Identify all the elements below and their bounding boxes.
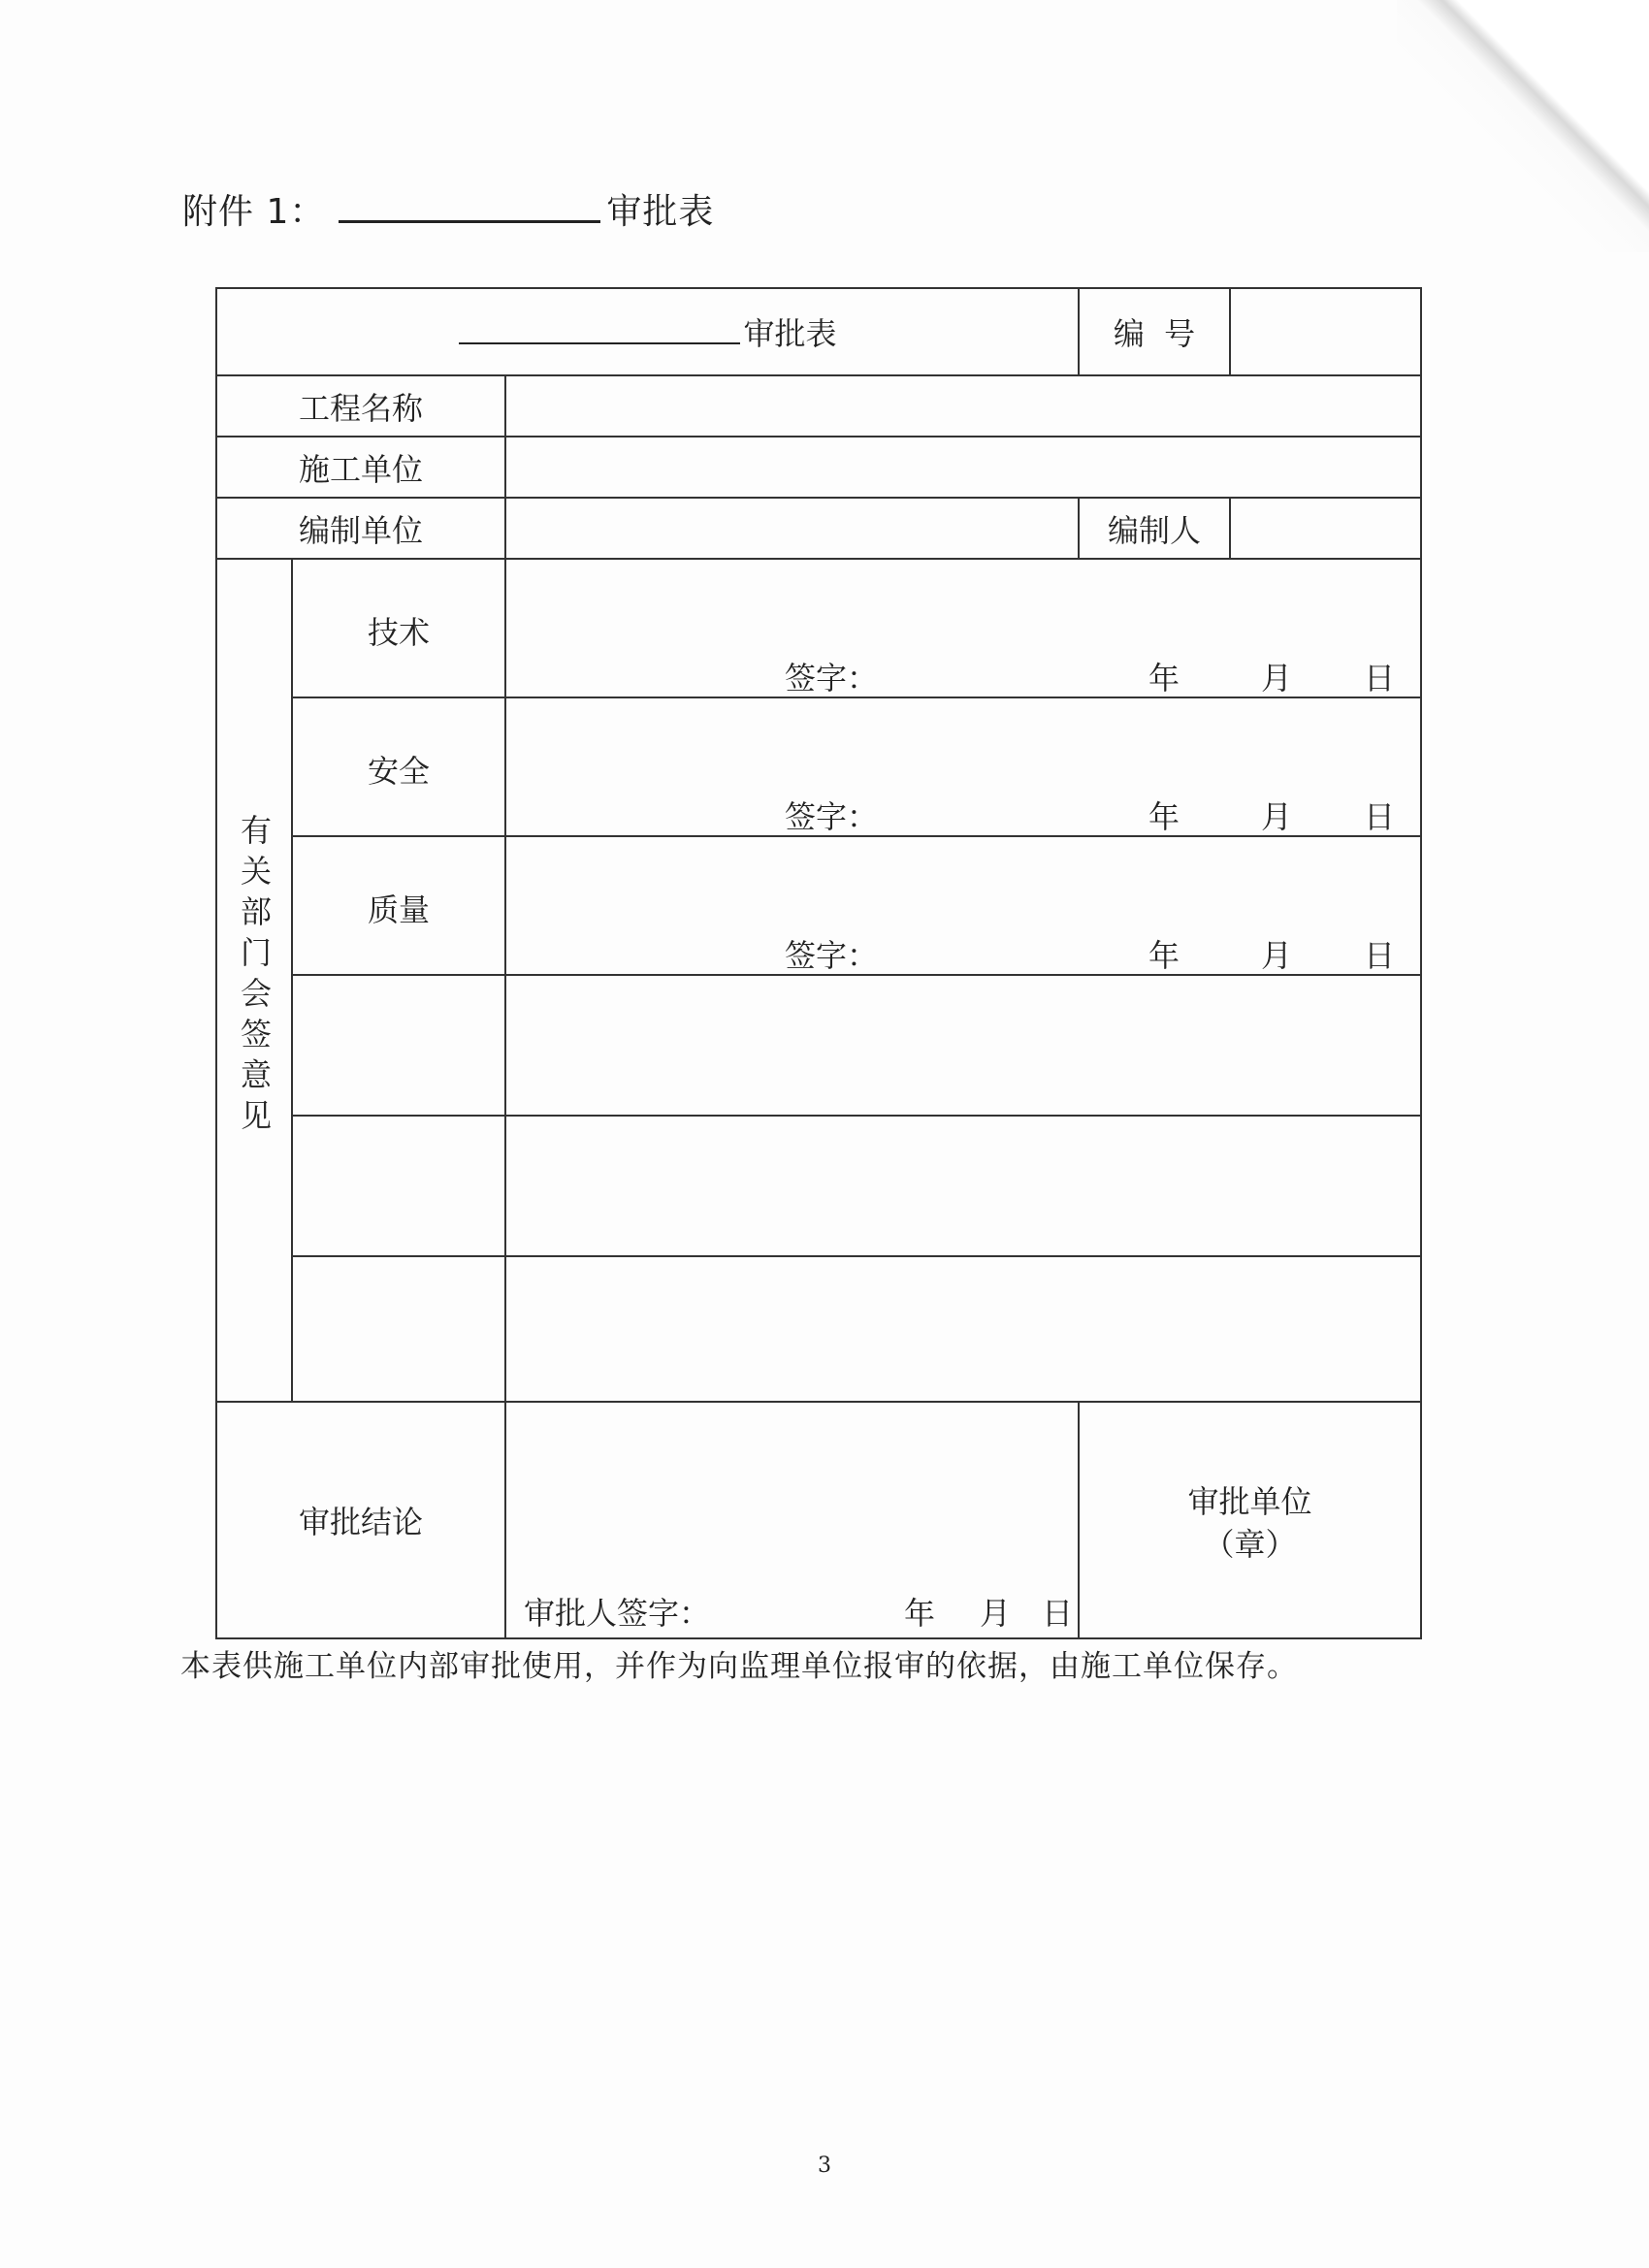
attachment-blank-line — [339, 191, 600, 223]
dept-opinion-blank[interactable] — [505, 1116, 1421, 1256]
dept-opinion-tech[interactable] — [505, 559, 1421, 697]
preparer-label: 编制人 — [1079, 498, 1230, 559]
dept-row-blank — [216, 975, 1421, 1116]
prepared-unit-row — [216, 498, 1421, 559]
dept-name-quality: 质量 — [292, 836, 505, 975]
day-label: 日 — [1042, 1595, 1074, 1632]
day-label: 日 — [1364, 937, 1396, 974]
construction-unit-field[interactable] — [505, 437, 1421, 498]
attachment-title — [182, 184, 714, 234]
month-label: 月 — [1261, 660, 1293, 697]
dept-row-quality — [216, 836, 1421, 975]
dept-group-label: 有关部门会签意见 — [236, 813, 273, 1140]
dept-opinion-safety[interactable] — [505, 697, 1421, 836]
dept-row-tech — [216, 559, 1421, 697]
year-label: 年 — [1148, 660, 1180, 697]
form-title-blank-line — [459, 317, 740, 344]
construction-unit-label: 施工单位 — [216, 437, 505, 498]
prepared-unit-label: 编制单位 — [216, 498, 505, 559]
project-name-field[interactable] — [505, 375, 1421, 437]
construction-unit-row — [216, 437, 1421, 498]
page-corner-shadow — [1397, 0, 1649, 252]
approval-form-table — [215, 287, 1422, 1639]
sign-line — [506, 931, 1420, 974]
dept-name-blank[interactable] — [292, 1116, 505, 1256]
conclusion-row — [216, 1402, 1421, 1638]
month-label: 月 — [980, 1595, 1012, 1632]
sign-line — [506, 793, 1420, 835]
year-label: 年 — [1148, 937, 1180, 974]
approval-unit-label: 审批单位 — [1187, 1483, 1312, 1520]
approval-unit-block — [1080, 1480, 1420, 1566]
dept-opinion-quality[interactable] — [505, 836, 1421, 975]
day-label: 日 — [1364, 798, 1396, 835]
form-title: 审批表 — [743, 315, 837, 352]
day-label: 日 — [1364, 660, 1396, 697]
dept-name-blank[interactable] — [292, 975, 505, 1116]
dept-name-blank[interactable] — [292, 1256, 505, 1402]
attachment-suffix: 审批表 — [606, 192, 715, 232]
serial-label: 编 号 — [1079, 288, 1230, 375]
preparer-field[interactable] — [1230, 498, 1421, 559]
header-row — [216, 288, 1421, 375]
sign-label: 签字： — [785, 798, 879, 835]
dept-name-safety: 安全 — [292, 697, 505, 836]
dept-name-tech: 技术 — [292, 559, 505, 697]
dept-group-label-cell — [216, 559, 292, 1402]
month-label: 月 — [1261, 937, 1293, 974]
conclusion-label: 审批结论 — [216, 1402, 505, 1638]
dept-row-blank — [216, 1256, 1421, 1402]
sign-label: 签字： — [785, 660, 879, 697]
dept-opinion-blank[interactable] — [505, 1256, 1421, 1402]
project-name-row — [216, 375, 1421, 437]
year-label: 年 — [904, 1595, 936, 1632]
dept-row-blank — [216, 1116, 1421, 1256]
project-name-label: 工程名称 — [216, 375, 505, 437]
dept-opinion-blank[interactable] — [505, 975, 1421, 1116]
year-label: 年 — [1148, 798, 1180, 835]
month-label: 月 — [1261, 798, 1293, 835]
attachment-prefix: 附件 1： — [182, 192, 326, 232]
footnote: 本表供施工单位内部审批使用，并作为向监理单位报审的依据，由施工单位保存。 — [180, 1649, 1298, 1684]
form-title-cell — [216, 288, 1079, 375]
approval-unit-seal: （章） — [1203, 1526, 1297, 1563]
dept-row-safety — [216, 697, 1421, 836]
serial-value-field[interactable] — [1230, 288, 1421, 375]
approver-sign-label: 审批人签字： — [524, 1595, 711, 1632]
sign-label: 签字： — [785, 937, 879, 974]
sign-line — [506, 654, 1420, 697]
conclusion-field[interactable] — [505, 1402, 1079, 1638]
approver-sign-line — [506, 1589, 1078, 1632]
page-number: 3 — [818, 2154, 831, 2178]
prepared-unit-field[interactable] — [505, 498, 1079, 559]
approval-unit-cell[interactable] — [1079, 1402, 1421, 1638]
